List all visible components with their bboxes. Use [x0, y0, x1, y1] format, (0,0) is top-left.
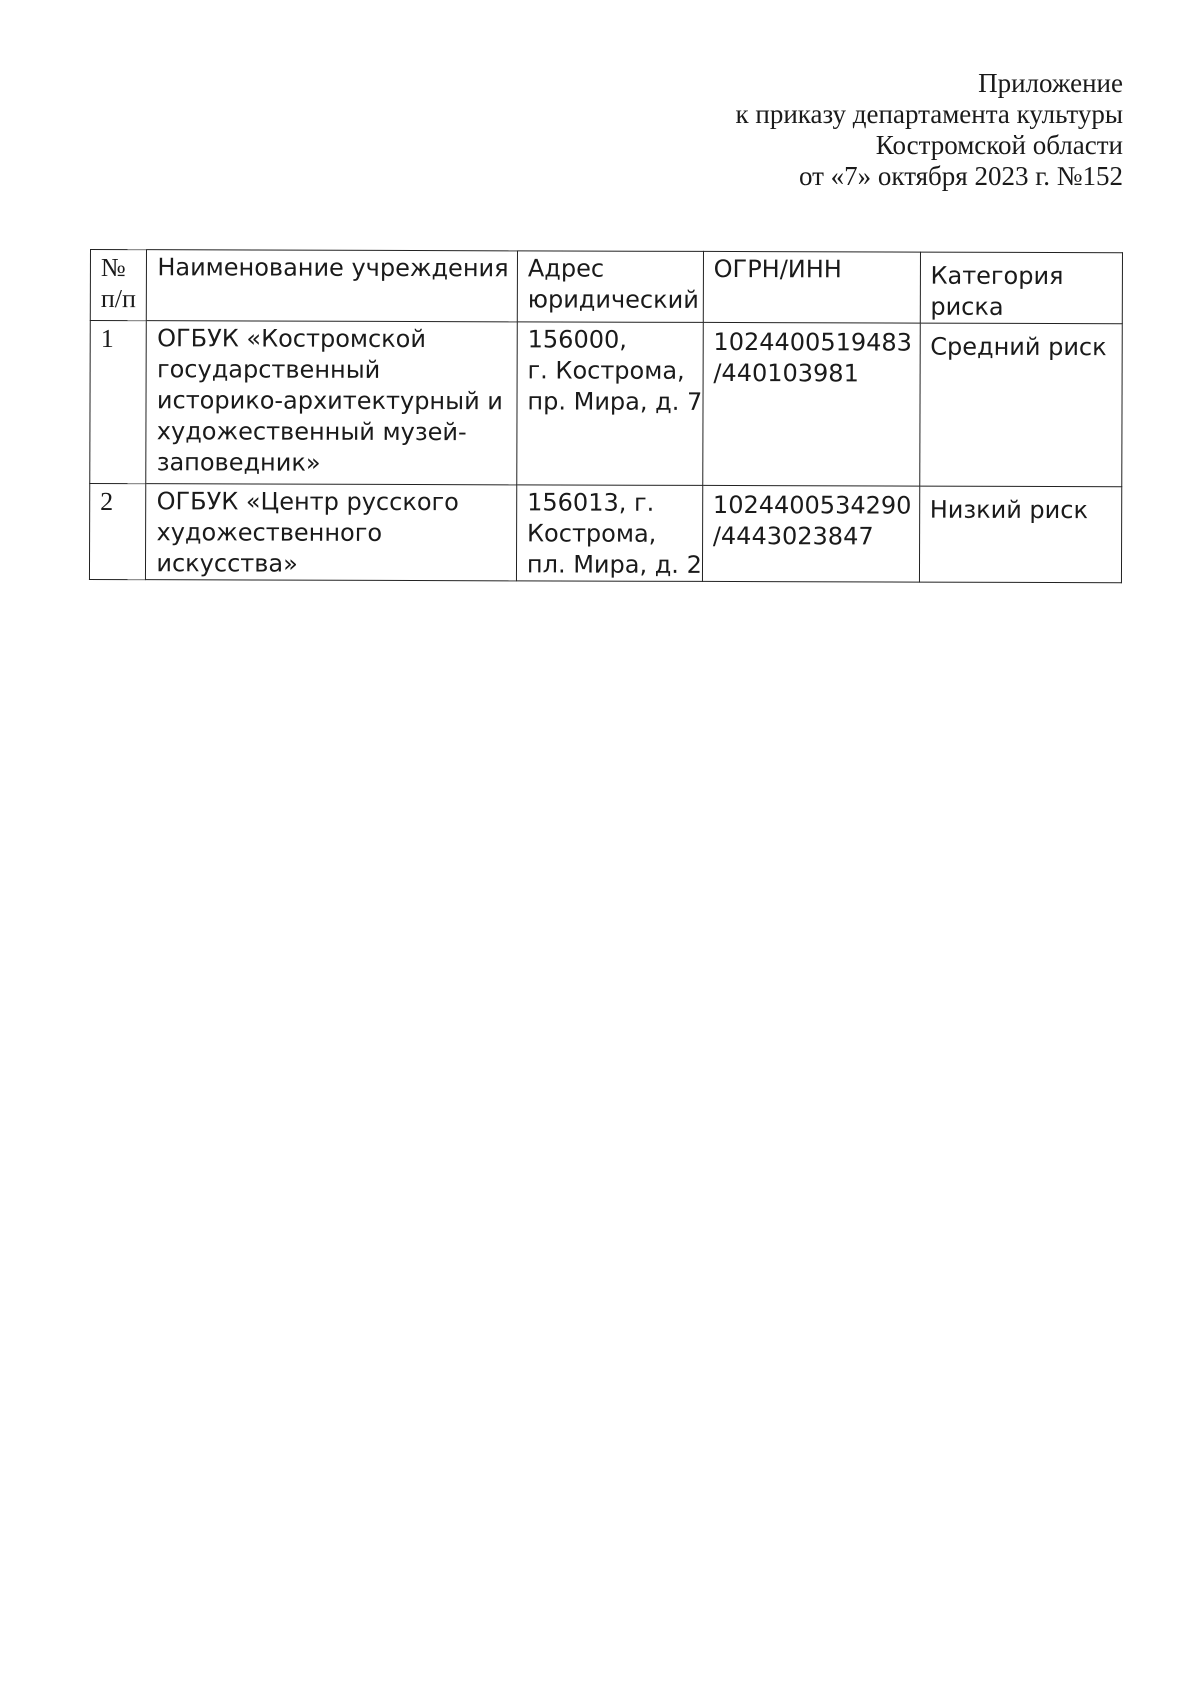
- column-header-address-line: Адрес: [527, 254, 605, 283]
- order-reference: к приказу департамента культуры: [735, 99, 1123, 129]
- column-header-ogrn: [703, 251, 920, 323]
- column-header-num-line: №: [100, 253, 126, 283]
- table-header-row: [90, 250, 1122, 324]
- appendix-header: [736, 68, 1124, 192]
- institution-name-line: государственный: [156, 355, 381, 384]
- row-num-cell: 1: [90, 321, 147, 484]
- address-cell: [516, 485, 702, 582]
- address-line: пл. Мира, д. 2: [526, 550, 702, 579]
- column-header-name-line: Наименование учреждения: [157, 253, 509, 283]
- ogrn-inn-cell: [702, 485, 919, 582]
- address-line: Кострома,: [527, 519, 657, 548]
- ogrn-inn-cell: [703, 322, 920, 486]
- address-line: 156013, г.: [527, 488, 655, 517]
- order-date-number: от «7» октября 2023 г. №152: [798, 161, 1123, 191]
- address-cell: [517, 322, 703, 486]
- row-num-cell: 2: [89, 484, 146, 580]
- risk-category-cell: Средний риск: [919, 323, 1122, 487]
- column-header-risk-line: риска: [930, 292, 1004, 321]
- table-row: [90, 321, 1123, 487]
- institutions-table: [89, 249, 1123, 583]
- column-header-ogrn-line: ОГРН/ИНН: [713, 254, 842, 284]
- institution-name-line: ОГБУК «Центр русского: [156, 487, 459, 517]
- column-header-address: [517, 251, 703, 323]
- region-name: Костромской области: [875, 130, 1123, 160]
- risk-category-cell: Низкий риск: [919, 486, 1122, 583]
- column-header-num-line: п/п: [100, 284, 136, 314]
- column-header-risk-line: Категория: [930, 261, 1064, 291]
- table-row: [89, 484, 1121, 583]
- address-line: пр. Мира, д. 7: [527, 387, 703, 416]
- institution-name-line: заповедник»: [156, 448, 321, 477]
- institution-name-line: художественного: [156, 518, 383, 547]
- inn-line: /440103981: [713, 358, 859, 388]
- institution-name-line: историко-архитектурный и: [156, 386, 503, 416]
- institution-name-line: искусства»: [156, 549, 298, 578]
- ogrn-line: 1024400519483: [713, 327, 913, 357]
- column-header-name: [147, 250, 518, 322]
- institution-name-line: художественный музей-: [156, 417, 467, 447]
- column-header-address-line: юридический: [527, 285, 699, 314]
- address-line: 156000,: [527, 325, 627, 354]
- appendix-title: Приложение: [978, 68, 1123, 98]
- institution-name-cell: [146, 484, 517, 581]
- institution-name-line: ОГБУК «Костромской: [157, 324, 427, 354]
- column-header-risk: [920, 252, 1123, 324]
- institution-name-cell: [146, 321, 517, 485]
- address-line: г. Кострома,: [527, 356, 685, 385]
- column-header-num: [90, 250, 147, 321]
- ogrn-line: 1024400534290: [712, 490, 912, 520]
- inn-line: /4443023847: [712, 521, 874, 551]
